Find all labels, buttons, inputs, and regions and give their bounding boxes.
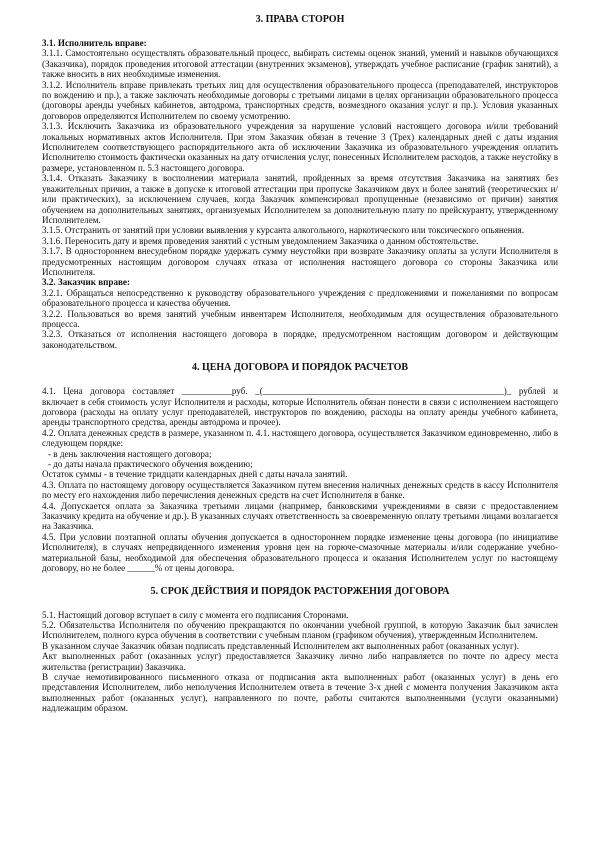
section-3-2-subhead: 3.2. Заказчик вправе:: [42, 277, 130, 288]
clause-3-1-2: 3.1.2. Исполнитель вправе привлекать третьих лиц для осуществления образовательного процесса (преподавателей, инструкторов по вождению и пр.), а также заключать необходимые договоры с третьими лицами в целях организации образовательного процесса (договоры аренды учебных кабинетов, автодрома, транспортных средств, возмездного оказания услуг и пр.). Условия указанных договоров определяются Исполнителем по своему усмотрению.: [42, 79, 558, 121]
clause-3-1-4: 3.1.4. Отказать Заказчику в восполнении материала занятий, пройденных за время отсутствия Заказчика на занятиях без уважительных причин, а также в допуске к итоговой аттестации при пропуске Заказчиком двух и более занятий (теоретических и/или практических), за исключением случаев, когда Заказчик компенсировал пропущенные (независимо от причин) занятия обучением на дополнительных занятиях, организуемых Исполнителем за дополнительную плату по прейскуранту, утвержденному Исполнителем.: [42, 173, 558, 225]
clause-4-4: 4.4. Допускается оплата за Заказчика третьими лицами (например, банковскими учреждениями в связи с предоставлением Заказчику кредита на обучение и др.). В указанных случаях ответственность за своевременную оплату третьими лицами возлагается на Заказчика.: [42, 500, 558, 532]
section-5-title: 5. СРОК ДЕЙСТВИЯ И ПОРЯДОК РАСТОРЖЕНИЯ ДОГОВОРА: [150, 585, 450, 597]
clause-4-2-remainder: Остаток суммы - в течение тридцати календарных дней с даты начала занятий.: [42, 469, 348, 480]
section-3-1-subhead: 3.1. Исполнитель вправе:: [42, 38, 147, 48]
clause-4-2-item-b: - до даты начала практического обучения вождению;: [48, 459, 253, 470]
clause-5-2-para-a: В указанном случае Заказчик обязан подписать представленный Исполнителем акт выполненных работ (оказанных услуг).: [42, 640, 519, 651]
clause-3-1-5: 3.1.5. Отстранить от занятий при условии выявления у курсанта алкогольного, наркотического или токсического опьянения.: [42, 225, 524, 236]
clause-3-1-3: 3.1.3. Исключить Заказчика из образовательного учреждения за нарушение условий настоящего договора и/или требований локальных нормативных актов Исполнителя. При этом Заказчик обязан в течение 3 (Трех) календарных дней с даты издания Исполнителем соответствующего распорядительного акта об исключении Заказчика из образовательного учреждения оплатить Исполнителю стоимость фактически оказанных на дату отчисления услуг, понесенных Исполнителем расходов, а также неустойку в размере, установленном п. 5.3 настоящего договора.: [42, 121, 558, 173]
clause-3-1-7: 3.1.7. В одностороннем внесудебном порядке удержать сумму неустойки при возврате Заказчику оплаты за услуги Исполнителя в предусмотренных настоящим договором случаях отказа от исполнения настоящего договора со стороны Заказчика или Исполнителя.: [42, 246, 558, 277]
clause-3-1-1: 3.1.1. Самостоятельно осуществлять образовательный процесс, выбирать системы оценок знаний, умений и навыков обучающихся (Заказчика), порядок проведения итоговой аттестации (внутренних экзаменов), утверждать учебное расписание (график занятий), а также вносить в них необходимые изменения.: [42, 48, 558, 80]
clause-5-2-para-b: Акт выполненных работ (оказанных услуг) предоставляется Заказчику лично либо направляется по почте по адресу места жительства (регистрации) Заказчика.: [42, 651, 558, 672]
clause-4-2-item-a: - в день заключения настоящего договора;: [48, 448, 212, 459]
clause-4-5: 4.5. При условии поэтапной оплаты обучения допускается в одностороннем порядке изменение цены договора (по инициативе Исполнителя), в случаях непредвиденного изменения уровня цен на горюче-смазочные материалы и/или содержание учебно-материальной базы, необходимой для обеспечения образовательного процесса и оказания Исполнителем услуг по настоящему договору, но не более ______% от цены договора.: [42, 531, 558, 574]
clause-5-1: 5.1. Настоящий договор вступает в силу с момента его подписания Сторонами.: [42, 609, 349, 620]
section-4-title: 4. ЦЕНА ДОГОВОРА И ПОРЯДОК РАСЧЕТОВ: [191, 362, 409, 374]
clause-3-2-2: 3.2.2. Пользоваться во время занятий учебным инвентарем Исполнителя, необходимым для осуществления образовательного процесса.: [42, 308, 558, 329]
clause-5-2: 5.2. Обязательства Исполнителя по обучению прекращаются по окончании учебной группой, в которую Заказчик был зачислен Исполнителем, полного курса обучения в соответствии с учебным планом (графиком обучения), утвержденным Исполнителем.: [42, 619, 558, 641]
clause-3-1-6: 3.1.6. Переносить дату и время проведения занятий с устным уведомлением Заказчика о данном обстоятельстве.: [42, 235, 479, 246]
clause-3-2-3: 3.2.3. Отказаться от исполнения настоящего договора в порядке, предусмотренном настоящим договором и действующим законодательством.: [42, 329, 558, 350]
clause-4-1: 4.1. Цена договора составляет ___________руб. _(_____________________________________________________)_ рублей и включает в себя стоимость услуг Исполнителя и расходы, которые Исполнитель обязан понести в связи с исполнением настоящего договора (расходы на оплату услуг преподавателей, инструкторов по вождению, расходы на оплату аренды учебного кабинета, аренды транспортного средства, аренды автодрома и прочее).: [42, 386, 558, 428]
section-3-title: 3. ПРАВА СТОРОН: [255, 14, 345, 25]
clause-5-2-para-c: В случае немотивированного письменного отказа от подписания акта выполненных работ (оказанных услуг) в день его представления Исполнителем, либо неполучения Исполнителем ответа в течение 3-х дней с момента получения Заказчиком акта выполненных работ (оказанных услуг), направленного по почте, работы считаются выполненными (услуги оказанными) надлежащим образом.: [42, 671, 558, 714]
clause-4-3: 4.3. Оплата по настоящему договору осуществляется Заказчиком путем внесения наличных денежных средств в кассу Исполнителя по месту его нахождения либо перечисления денежных средств на счет Исполнителя в банке.: [42, 479, 558, 501]
clause-3-2-1: 3.2.1. Обращаться непосредственно к руководству образовательного учреждения с предложениями и пожеланиями по вопросам образовательного процесса и качества обучения.: [42, 287, 558, 309]
clause-4-2: 4.2. Оплата денежных средств в размере, указанном п. 4.1. настоящего договора, осуществляется Заказчиком единовременно, либо в следующем порядке:: [42, 427, 558, 449]
